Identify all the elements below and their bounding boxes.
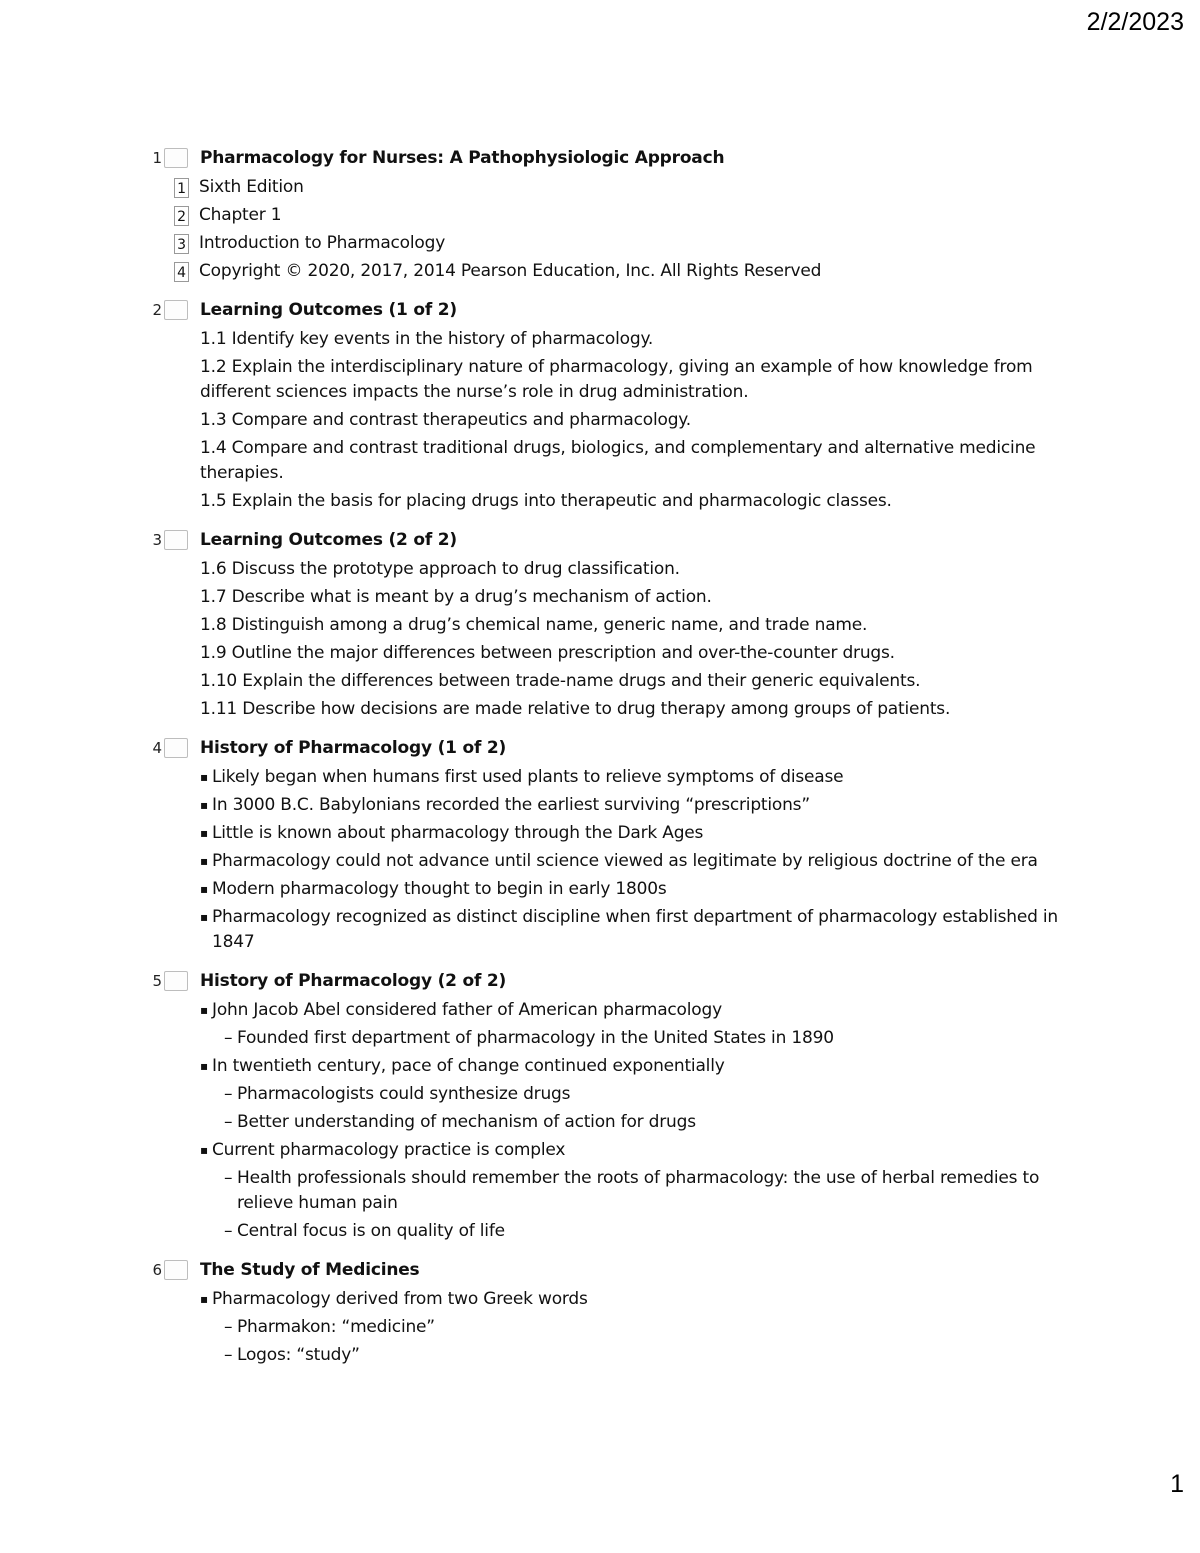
slide-title: Pharmacology for Nurses: A Pathophysiologic Approach — [200, 148, 725, 168]
line-text: Introduction to Pharmacology — [199, 233, 446, 253]
bullet-item — [200, 793, 1068, 818]
slide-number: 6 — [152, 1261, 162, 1279]
bullet-mark: ▪ — [200, 798, 208, 812]
sub-item — [224, 1219, 1068, 1244]
sub-text: Founded first department of pharmacology in the United States in 1890 — [237, 1028, 834, 1048]
outcome-line: 1.6 Discuss the prototype approach to drug classification. — [200, 559, 680, 579]
dash-mark: – — [224, 1317, 233, 1337]
slide-thumbnail-checkbox[interactable] — [164, 1260, 188, 1280]
bullet-text: Pharmacology could not advance until science viewed as legitimate by religious doctrine of the era — [212, 851, 1038, 871]
bullet-item — [200, 821, 1068, 846]
bullet-mark: ▪ — [200, 854, 208, 868]
sub-item — [224, 1026, 1068, 1051]
bullet-mark: ▪ — [200, 1003, 208, 1017]
numbered-line — [174, 175, 1068, 200]
sub-text: Pharmakon: “medicine” — [237, 1317, 435, 1337]
line-text: Copyright © 2020, 2017, 2014 Pearson Education, Inc. All Rights Reserved — [199, 261, 822, 281]
outcome-line: 1.5 Explain the basis for placing drugs into therapeutic and pharmacologic classes. — [200, 491, 892, 511]
numbered-line — [174, 259, 1068, 284]
page-number: 1 — [1170, 1470, 1184, 1498]
bullet-item — [200, 905, 1068, 955]
outcome-line: 1.11 Describe how decisions are made relative to drug therapy among groups of patients. — [200, 699, 951, 719]
slide-5 — [148, 967, 1068, 1244]
slide-1 — [148, 144, 1068, 284]
bullet-item — [200, 765, 1068, 790]
dash-mark: – — [224, 1112, 233, 1132]
slide-thumbnail-checkbox[interactable] — [164, 971, 188, 991]
slide-header — [148, 1256, 1068, 1284]
bullet-text: In twentieth century, pace of change continued exponentially — [212, 1056, 725, 1076]
slide-number: 2 — [152, 301, 162, 319]
slide-thumbnail-checkbox[interactable] — [164, 530, 188, 550]
slide-title: Learning Outcomes (1 of 2) — [200, 300, 457, 320]
slide-header — [148, 967, 1068, 995]
bullet-text: Current pharmacology practice is complex — [212, 1140, 566, 1160]
slide-title: The Study of Medicines — [200, 1260, 420, 1280]
bullet-text: Pharmacology derived from two Greek words — [212, 1289, 588, 1309]
outcome-line: 1.3 Compare and contrast therapeutics and pharmacology. — [200, 410, 691, 430]
outcome-line: 1.2 Explain the interdisciplinary nature of pharmacology, giving an example of how knowledge from different sciences impacts the nurse’s role in drug administration. — [200, 357, 1033, 402]
sub-text: Health professionals should remember the roots of pharmacology: the use of herbal remedies to relieve human pain — [237, 1168, 1040, 1213]
bullet-text: Likely began when humans first used plants to relieve symptoms of disease — [212, 767, 844, 787]
dash-mark: – — [224, 1028, 233, 1048]
bullet-item — [200, 1287, 1068, 1312]
bullet-text: Pharmacology recognized as distinct discipline when first department of pharmacology established in 1847 — [212, 907, 1058, 952]
bullet-text: John Jacob Abel considered father of American pharmacology — [212, 1000, 722, 1020]
outcome-line: 1.10 Explain the differences between trade-name drugs and their generic equivalents. — [200, 671, 921, 691]
bullet-item — [200, 998, 1068, 1023]
line-number-box: 3 — [174, 234, 189, 254]
page-date: 2/2/2023 — [1086, 8, 1184, 36]
bullet-item — [200, 1138, 1068, 1163]
sub-text: Logos: “study” — [237, 1345, 360, 1365]
slide-header — [148, 734, 1068, 762]
slide-outline — [148, 144, 1068, 1380]
bullet-item — [200, 1054, 1068, 1079]
dash-mark: – — [224, 1345, 233, 1365]
bullet-text: In 3000 B.C. Babylonians recorded the earliest surviving “prescriptions” — [212, 795, 810, 815]
dash-mark: – — [224, 1168, 233, 1188]
bullet-mark: ▪ — [200, 826, 208, 840]
slide-number: 5 — [152, 972, 162, 990]
slide-title: History of Pharmacology (1 of 2) — [200, 738, 507, 758]
sub-text: Central focus is on quality of life — [237, 1221, 505, 1241]
slide-thumbnail-checkbox[interactable] — [164, 300, 188, 320]
bullet-mark: ▪ — [200, 1059, 208, 1073]
dash-mark: – — [224, 1084, 233, 1104]
slide-thumbnail-checkbox[interactable] — [164, 148, 188, 168]
bullet-mark: ▪ — [200, 770, 208, 784]
sub-text: Pharmacologists could synthesize drugs — [237, 1084, 571, 1104]
sub-item — [224, 1082, 1068, 1107]
bullet-mark: ▪ — [200, 910, 208, 924]
dash-mark: – — [224, 1221, 233, 1241]
slide-number: 4 — [152, 739, 162, 757]
slide-header — [148, 526, 1068, 554]
outcome-line: 1.8 Distinguish among a drug’s chemical name, generic name, and trade name. — [200, 615, 868, 635]
line-number-box: 2 — [174, 206, 189, 226]
slide-title: History of Pharmacology (2 of 2) — [200, 971, 507, 991]
outcome-line: 1.1 Identify key events in the history of pharmacology. — [200, 329, 654, 349]
bullet-text: Little is known about pharmacology through the Dark Ages — [212, 823, 704, 843]
slide-thumbnail-checkbox[interactable] — [164, 738, 188, 758]
slide-header — [148, 296, 1068, 324]
slide-4 — [148, 734, 1068, 955]
slide-header — [148, 144, 1068, 172]
bullet-mark: ▪ — [200, 882, 208, 896]
sub-item — [224, 1166, 1068, 1216]
slide-2 — [148, 296, 1068, 514]
sub-item — [224, 1315, 1068, 1340]
line-text: Chapter 1 — [199, 205, 282, 225]
slide-3 — [148, 526, 1068, 722]
bullet-mark: ▪ — [200, 1292, 208, 1306]
sub-item — [224, 1343, 1068, 1368]
line-number-box: 4 — [174, 262, 189, 282]
slide-number: 1 — [152, 149, 162, 167]
bullet-item — [200, 849, 1068, 874]
sub-text: Better understanding of mechanism of action for drugs — [237, 1112, 696, 1132]
outcome-line: 1.4 Compare and contrast traditional drugs, biologics, and complementary and alternative medicine therapies. — [200, 438, 1036, 483]
line-text: Sixth Edition — [199, 177, 304, 197]
numbered-line — [174, 203, 1068, 228]
bullet-item — [200, 877, 1068, 902]
bullet-mark: ▪ — [200, 1143, 208, 1157]
line-number-box: 1 — [174, 178, 189, 198]
numbered-line — [174, 231, 1068, 256]
sub-item — [224, 1110, 1068, 1135]
slide-title: Learning Outcomes (2 of 2) — [200, 530, 457, 550]
slide-6 — [148, 1256, 1068, 1368]
outcome-line: 1.7 Describe what is meant by a drug’s mechanism of action. — [200, 587, 712, 607]
outcome-line: 1.9 Outline the major differences between prescription and over-the-counter drugs. — [200, 643, 895, 663]
slide-number: 3 — [152, 531, 162, 549]
bullet-text: Modern pharmacology thought to begin in early 1800s — [212, 879, 667, 899]
